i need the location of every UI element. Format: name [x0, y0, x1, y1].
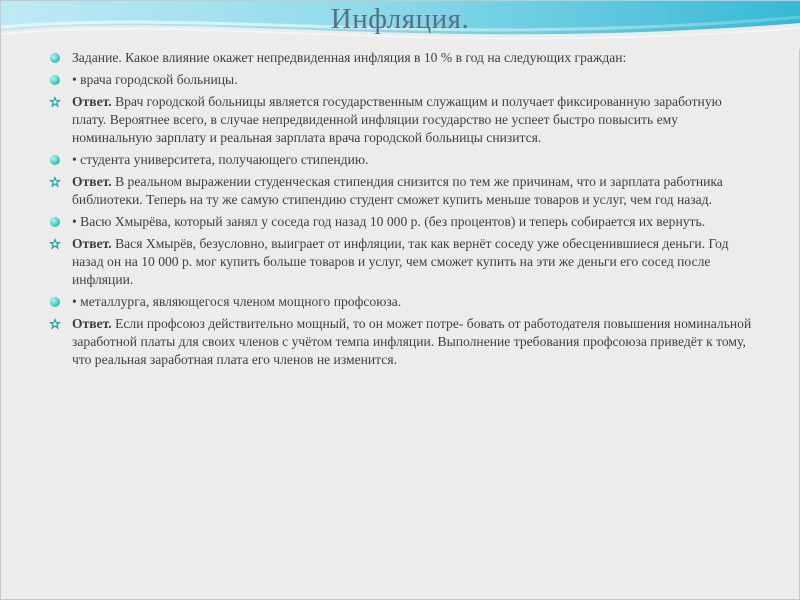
- question-item: [47, 71, 753, 89]
- item-text: Вася Хмырёв, безусловно, выиграет от инфляции, так как вернёт соседу уже обесценившиеся деньги. Год назад он на 10 000 р. мог купить больше товаров и услуг, чем сможет купить на эти же деньги его сосед после инфляции.: [72, 236, 729, 287]
- question-item: [47, 151, 753, 169]
- answer-item: [47, 93, 753, 147]
- teal-dot-icon: [50, 75, 60, 85]
- teal-dot-icon: [50, 155, 60, 165]
- answer-label: Ответ.: [72, 236, 112, 251]
- teal-star-icon: [49, 96, 61, 108]
- item-text: Если профсоюз действительно мощный, то он может потре- бовать от работодателя повышения номинальной заработной платы для своих членов с учётом темпа инфляции. Выполнение требования профсоюза приведёт к тому, что реальная заработная плата его членов не изменится.: [72, 316, 752, 367]
- item-text: • металлурга, являющегося членом мощного профсоюза.: [72, 294, 402, 309]
- question-item: [47, 49, 753, 67]
- answer-label: Ответ.: [72, 94, 112, 109]
- teal-star-icon: [49, 318, 61, 330]
- item-text: Задание. Какое влияние окажет непредвиденная инфляция в 10 % в год на следующих граждан:: [72, 50, 627, 65]
- question-item: [47, 213, 753, 231]
- slide-title: Инфляция.: [330, 3, 470, 35]
- item-text: Врач городской больницы является государственным служащим и получает фиксированную заработную плату. Вероятнее всего, в случае непредвиденной инфляции государство не успеет быстро повысить ему номинальную зарплату и реальная зарплата врача городской больницы снизится.: [72, 94, 722, 145]
- slide-content: [47, 49, 753, 373]
- answer-item: [47, 173, 753, 209]
- item-text: • Васю Хмырёва, который занял у соседа год назад 10 000 р. (без процентов) и теперь собирается их вернуть.: [72, 214, 706, 229]
- item-text: • врача городской больницы.: [72, 72, 238, 87]
- question-item: [47, 293, 753, 311]
- answer-item: [47, 315, 753, 369]
- answer-label: Ответ.: [72, 174, 112, 189]
- answer-label: Ответ.: [72, 316, 112, 331]
- teal-dot-icon: [50, 297, 60, 307]
- item-text: • студента университета, получающего стипендию.: [72, 152, 369, 167]
- item-text: В реальном выражении студенческая стипендия снизится по тем же причинам, что и зарплата работника библиотеки. Теперь на ту же самую стипендию студент сможет купить меньше товаров и услуг, чем год назад.: [72, 174, 723, 207]
- teal-star-icon: [49, 238, 61, 250]
- teal-star-icon: [49, 176, 61, 188]
- teal-dot-icon: [50, 217, 60, 227]
- teal-dot-icon: [50, 53, 60, 63]
- answer-item: [47, 235, 753, 289]
